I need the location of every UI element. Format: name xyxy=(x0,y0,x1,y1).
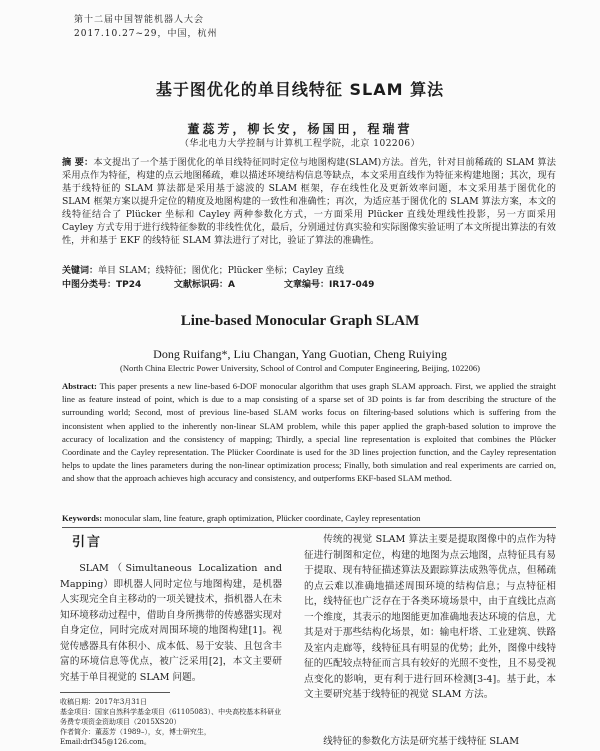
abstract-en-label: Abstract: xyxy=(62,381,97,391)
keywords-cn-text: 单目 SLAM；线特征；图优化；Plücker 坐标；Cayley 直线 xyxy=(98,266,344,276)
conference-name: 第十二届中国智能机器人大会 xyxy=(74,15,205,25)
footnote-divider xyxy=(60,692,170,693)
footnote xyxy=(60,697,288,747)
clc-value: TP24 xyxy=(116,280,142,290)
footnote-author: 作者简介：董蕊芳（1989–），女，博士研究生，Email:drf345@126.com。 xyxy=(60,728,211,746)
footnote-received: 收稿日期：2017年3月31日 xyxy=(60,698,148,706)
conference-date-place: 2017.10.27~29，中国，杭州 xyxy=(74,29,218,39)
abstract-cn-label: 摘 要： xyxy=(62,157,94,168)
keywords-en xyxy=(62,513,556,523)
doc-code-value: A xyxy=(228,280,235,290)
keywords-cn-label: 关键词： xyxy=(62,266,99,276)
intro-left-column: SLAM（Simultaneous Localization and Mapping）即机器人同时定位与地图构建，是机器人实现完全自主移动的一项关键技术，指机器人在未知环境移动过程中，借助自身所携带的传感器实现对自身定位，同时完成对周围环境的地图构建[1]。视觉传感器具有体积小、成本低、易于安装、且包含丰富的环境信息等优点，被广泛采用[2]，本文主要研究基于单目视觉的 SLAM 问题。 xyxy=(60,563,282,683)
clc-label: 中图分类号： xyxy=(62,280,117,290)
authors-en: Dong Ruifang*, Liu Changan, Yang Guotian, Cheng Ruiying xyxy=(153,347,447,361)
paper-title-cn: 基于图优化的单目线特征 SLAM 算法 xyxy=(155,80,445,99)
abstract-cn xyxy=(62,156,556,247)
clc-group xyxy=(62,277,141,290)
section-divider xyxy=(62,527,556,528)
article-number-label: 文章编号： xyxy=(284,280,330,290)
abstract-cn-text: 本文提出了一个基于图优化的单目线特征同时定位与地图构建(SLAM)方法。首先，针对目前稀疏的 SLAM 算法采用点作为特征，构建的点云地图稀疏，难以描述环境结构信息等缺点，本文采用直线作为特征来构建地图；其次，现有基于线特征的 SLAM 算法都是采用基于滤波的 SLAM 框架，存在线性化及更新效率问题，本文采用基于图优化的 SLAM 框架方案以提升定位的精度及地图构建的一致性和准确性；再次，为适应基于图优化的 SLAM 算法方案，本文的线特征结合了 Plücker 坐标和 Cayley 两种参数化方式，一方面采用 Plücker 直线处理线性投影，另一方面采用 Cayley 方式专用于进行线特征参数的非线性优化，最后，分别通过仿真实验和实际图像实验证明了本文所提出算法的有效性，并和基于 EKF 的线特征 SLAM 算法进行了对比，验证了算法的准确性。 xyxy=(62,157,556,246)
footnote-fund: 基金项目：国家自然科学基金项目（61105083）、中央高校基本科研业务费专项资金资助项目（2015XS20） xyxy=(60,708,282,726)
keywords-en-text: monocular slam, line feature, graph optimization, Plücker coordinate, Cayley representation xyxy=(104,513,421,523)
intro-right-continuation: 线特征的参数化方法是研究基于线特征 SLAM xyxy=(323,736,520,747)
abstract-en-text: This paper presents a new line-based 6-DOF monocular algorithm that uses graph SLAM approach. First, we applied the straight line as feature instead of point, which is due to a map consisting of a sparse set of 3D points is far from describing the structure of the surrounding world; Second, most of previous line-based SLAM works focus on filtering-based solutions which is suffering from the inconsistent when applied to the inherently non-linear SLAM problem, while this paper applied the graph-based solution to improve the accuracy of localization and the consistency of mapping; Thirdly, a special line representation is exploited that combines the Plücker Coordinate and the Cayley representation. The Plücker Coordinate is used for the 3D lines projection function, and the Cayley representation helps to update the lines parameters during the non-linear optimization process; Finally, both simulation and real experiments are carried on, and show that the approach achieves high accuracy and consistency, and outperforms EKF-based SLAM method. xyxy=(62,381,556,484)
keywords-en-label: Keywords: xyxy=(62,513,103,523)
abstract-en xyxy=(62,380,556,486)
intro-right-column: 传统的视觉 SLAM 算法主要是提取图像中的点作为特征进行制图和定位，构建的地图为点云地图，点特征具有易于提取、现有特征描述算法及跟踪算法成熟等优点，但稀疏的点云难以准确地描述周围环境的结构信息；与点特征相比，线特征也广泛存在于各类环境场景中，由于直线比点高一个维度，其表示的地图能更加准确地表达环境的信息，尤其是对于那些结构化场景，如：输电杆塔、工业建筑、铁路及室内走廊等，线特征具有明显的优势；此外，图像中线特征的匹配较点特征而言具有较好的光照不变性，且不易受视点变化的影响，更有利于进行回环检测[3-4]。基于此，本文主要研究基于线特征的视觉 SLAM 方法。 xyxy=(304,534,556,700)
section-title-introduction: 引言 xyxy=(72,535,103,550)
paper-title-en: Line-based Monocular Graph SLAM xyxy=(180,313,420,329)
article-number-group xyxy=(284,277,374,290)
authors-cn: 董蕊芳，柳长安，杨国田，程瑞营 xyxy=(187,122,413,136)
affiliation-en: (North China Electric Power University, School of Control and Computer Engineering, Beijing, 102206) xyxy=(119,363,481,373)
keywords-cn xyxy=(62,263,556,276)
doc-code-label: 文献标识码： xyxy=(174,280,229,290)
article-number-value: IR17-049 xyxy=(329,280,375,290)
affiliation-cn: （华北电力大学控制与计算机工程学院，北京 102206） xyxy=(179,139,421,149)
doc-code-group xyxy=(174,277,235,290)
